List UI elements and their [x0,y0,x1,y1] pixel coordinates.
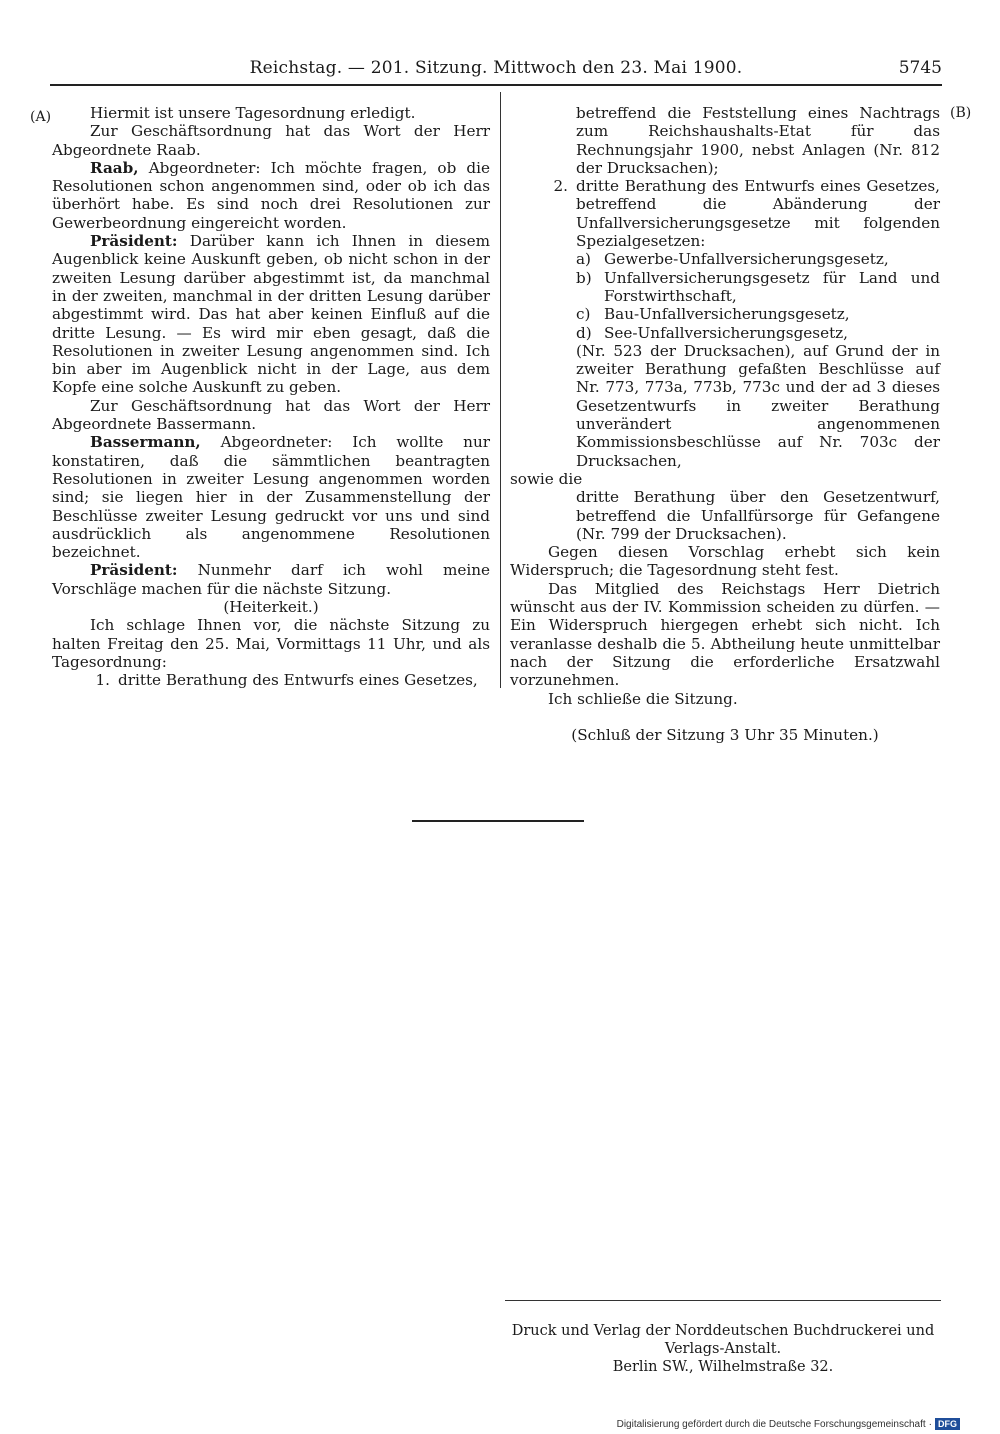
paragraph-text: Zur Geschäftsordnung hat das Wort der Herr Abgeordnete Raab. [52,122,490,159]
sub-item [576,269,940,306]
paragraph [52,598,490,616]
paragraph [52,122,490,159]
paragraph-text: (Heiterkeit.) [223,598,319,617]
paragraph [510,543,940,580]
speaker-name: Raab, [90,158,139,177]
paragraph-text: Darüber kann ich Ihnen in diesem Augenblick keine Auskunft geben, ob nicht schon in der zweiten Lesung darüber abgestimmt ist, da manchmal in der zweiten, manchmal in der dritten Lesung darüber abgestimmt wird. Das hat aber keinen Einfluß auf die dritte Lesung. — Es wird mir eben gesagt, daß die Resolutionen in zweiter Lesung angenommen sind. Ich bin aber im Augenblick nicht in der Lage, aus dem Kopfe eine solche Auskunft zu geben. [52,232,490,397]
paragraph [52,561,490,598]
paragraph-gap [510,708,940,726]
agenda-item-number: 2. [553,177,568,196]
paragraph [52,232,490,397]
paragraph [576,104,940,177]
paragraph-text: Gegen diesen Vorschlag erhebt sich kein Widerspruch; die Tagesordnung steht fest. [510,543,940,580]
sub-item-letter: b) [576,268,592,287]
paragraph [510,470,940,488]
paragraph-text: Nunmehr darf ich wohl meine Vorschläge machen für die nächste Sitzung. [52,561,490,598]
sub-item-text: Unfallversicherungsgesetz für Land und Forstwirthschaft, [604,268,940,305]
sub-item-letter: d) [576,323,592,342]
end-rule [412,820,584,822]
paragraph [52,433,490,561]
agenda-item-text: dritte Berathung des Entwurfs eines Gesetzes, betreffend die Abänderung der Unfallversicherungsgesetze mit folgenden Spezialgesetzen: [576,177,940,251]
paragraph-text: (Schluß der Sitzung 3 Uhr 35 Minuten.) [571,725,879,744]
running-title: Reichstag. — 201. Sitzung. Mittwoch den 23. Mai 1900. [249,58,743,78]
sub-item-letter: c) [576,305,591,324]
paragraph [510,726,940,744]
speaker-name: Präsident: [90,561,178,580]
paragraph [52,616,490,671]
sub-item-letter: a) [576,250,591,269]
sub-item [576,305,940,323]
margin-mark-b: (B) [950,105,972,121]
right-column [510,104,940,744]
paragraph [52,104,490,122]
imprint [505,1322,941,1376]
paragraph-text: Abgeordneter: Ich wollte nur konstatiren, daß die sämmtlichen beantragten Resolutionen in zweiter Lesung angenommen worden sind; sie liegen hier in der Zusammenstellung der Beschlüsse zweiter Lesung gedruckt vor uns und sind ausdrücklich als angenommene Resolutionen bezeichnet. [52,433,490,562]
header-rule [50,84,942,86]
paragraph-text: Zur Geschäftsordnung hat das Wort der Herr Abgeordnete Bassermann. [52,396,490,434]
page-number: 5745 [898,58,942,78]
imprint-rule [505,1300,941,1301]
agenda-item [510,177,940,250]
speaker-name: Präsident: [90,232,178,251]
speaker-name: Bassermann, [90,433,201,452]
paragraph [52,159,490,232]
paragraph [510,580,940,690]
sub-item [576,250,940,268]
paragraph-text: Ich schließe die Sitzung. [548,689,738,708]
paragraph [510,690,940,708]
imprint-address: Berlin SW., Wilhelmstraße 32. [612,1359,834,1375]
agenda-item-number: 1. [95,671,110,690]
column-divider [500,92,501,688]
sub-item-text: Bau-Unfallversicherungsgesetz, [604,305,850,324]
agenda-item-text: dritte Berathung des Entwurfs eines Gesetzes, [118,671,478,690]
paragraph-text: betreffend die Feststellung eines Nachtrags zum Reichshaushalts-Etat für das Rechnungsjahr 1900, nebst Anlagen (Nr. 812 der Drucksachen); [576,104,940,177]
agenda-item [52,671,490,689]
footer-separator: · [928,1418,932,1430]
imprint-publisher: Druck und Verlag der Norddeutschen Buchdruckerei und Verlags-Anstalt. [511,1323,935,1357]
paragraph [52,397,490,434]
paragraph-text: Ich schlage Ihnen vor, die nächste Sitzung zu halten Freitag den 25. Mai, Vormittags 11 Uhr, und als Tagesordnung: [52,616,490,671]
paragraph [576,488,940,543]
paragraph [576,342,940,470]
sub-item-text: See-Unfallversicherungsgesetz, [604,323,849,342]
paragraph-text: Abgeordneter: Ich möchte fragen, ob die Resolutionen schon angenommen sind, oder ob ich das überhört habe. Es sind noch drei Resolutionen zur Gewerbeordnung eingereicht worden. [52,158,490,232]
running-head [50,58,942,82]
paragraph-text: sowie die [510,469,583,488]
left-column [52,104,490,690]
paragraph-text: Hiermit ist unsere Tagesordnung erledigt. [90,104,416,122]
dfg-logo-icon: DFG [935,1418,960,1430]
paragraph-text: Das Mitglied des Reichstags Herr Dietrich wünscht aus der IV. Kommission scheiden zu dürfen. — Ein Widerspruch hiergegen erhebt sich nicht. Ich veranlasse deshalb die 5. Abtheilung heute unmittelbar nach der Sitzung die erforderliche Ersatzwahl vorzunehmen. [510,579,940,690]
digitization-footer [617,1418,960,1430]
paragraph-text: dritte Berathung über den Gesetzentwurf, betreffend die Unfallfürsorge für Gefangene (Nr. 799 der Drucksachen). [576,488,940,543]
paragraph-text: (Nr. 523 der Drucksachen), auf Grund der in zweiter Berathung gefaßten Beschlüsse auf Nr. 773, 773a, 773b, 773c und der ad 3 dieses Gesetzentwurfs in zweiter Berathung unverändert angenommenen Kommissionsbeschlüsse auf Nr. 703c der Drucksachen, [576,341,940,470]
sub-item [576,324,940,342]
footer-text: Digitalisierung gefördert durch die Deutsche Forschungsgemeinschaft [616,1418,926,1430]
sub-item-text: Gewerbe-Unfallversicherungsgesetz, [604,250,889,269]
margin-mark-a: (A) [30,109,52,125]
